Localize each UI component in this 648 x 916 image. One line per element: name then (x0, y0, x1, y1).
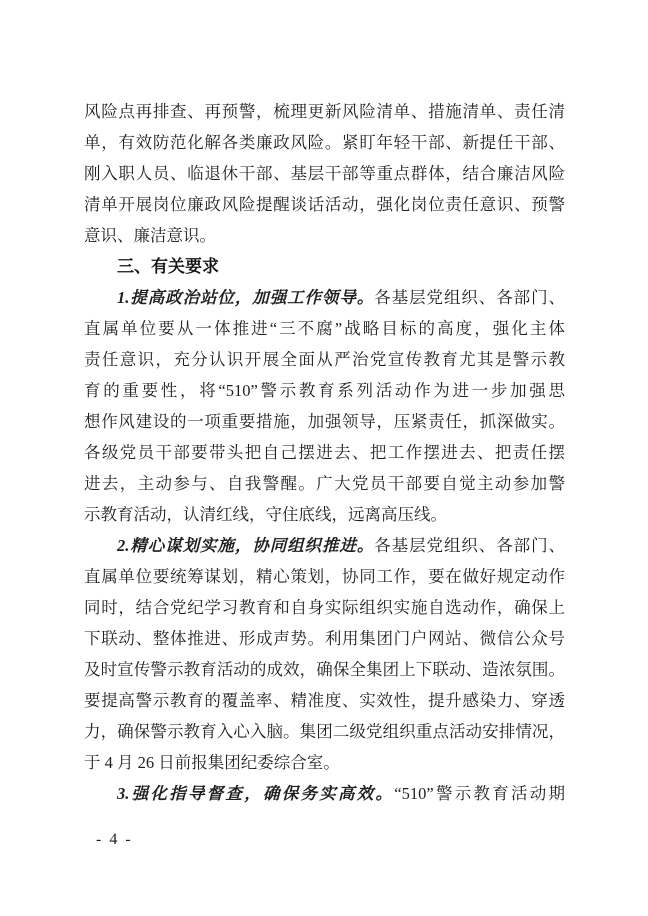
text-line (84, 220, 565, 251)
text-line (84, 592, 565, 623)
text-line (84, 716, 565, 747)
body-text: 力，确保警示教育入心入脑。集团二级党组织重点活动安排情况， (84, 722, 565, 741)
body-text: 直属单位要从一体推进“三不腐”战略目标的高度，强化主体 (84, 319, 565, 338)
text-line (84, 189, 565, 220)
body-text: 进去，主动参与、自我警醒。广大党员干部要自觉主动参加警 (84, 474, 565, 493)
body-text: 刚入职人员、临退休干部、基层干部等重点群体，结合廉洁风险 (84, 164, 565, 183)
body-text: 直属单位要统筹谋划，精心策划，协同工作，要在做好规定动作 (84, 567, 565, 586)
text-line (84, 561, 565, 592)
text-line (84, 375, 565, 406)
paragraph-item-3 (84, 778, 565, 809)
text-line (84, 282, 565, 313)
paragraph-item-2 (84, 530, 565, 778)
page-number: - 4 - (96, 831, 133, 848)
emphasis-text: 3.强化指导督查，确保务实高效。 (117, 784, 395, 803)
emphasis-text: 2.精心谋划实施，协同组织推进。 (117, 536, 375, 555)
text-line (84, 468, 565, 499)
text-line (84, 747, 565, 778)
body-text: “510”警示教育活动期 (394, 784, 565, 803)
text-line (84, 344, 565, 375)
text-line (84, 437, 565, 468)
body-text: 风险点再排查、再预警，梳理更新风险清单、措施清单、责任清 (84, 102, 565, 121)
body-text: 单，有效防范化解各类廉政风险。紧盯年轻干部、新提任干部、 (84, 133, 565, 152)
document-body (84, 96, 565, 809)
text-line (84, 313, 565, 344)
body-text: 清单开展岗位廉政风险提醒谈话活动，强化岗位责任意识、预警 (84, 195, 565, 214)
body-text: 于 4 月 26 日前报集团纪委综合室。 (84, 753, 340, 772)
body-text: 及时宣传警示教育活动的成效，确保全集团上下联动、造浓氛围。 (84, 660, 565, 679)
body-text: 同时，结合党纪学习教育和自身实际组织实施自选动作，确保上 (84, 598, 565, 617)
body-text: 责任意识，充分认识开展全面从严治党宣传教育尤其是警示教 (84, 350, 565, 369)
body-text: 下联动、整体推进、形成声势。利用集团门户网站、微信公众号 (84, 629, 565, 648)
emphasis-text: 1.提高政治站位，加强工作领导。 (117, 288, 375, 307)
paragraph-item-1 (84, 282, 565, 530)
text-line (84, 406, 565, 437)
text-line (84, 499, 565, 530)
text-line (84, 623, 565, 654)
body-text: 想作风建设的一项重要措施，加强领导，压紧责任，抓深做实。 (84, 412, 565, 431)
body-text: 育的重要性，将“510”警示教育系列活动作为进一步加强思 (84, 381, 565, 400)
body-text: 各基层党组织、各部门、 (374, 288, 566, 307)
paragraph-continuation (84, 96, 565, 251)
text-line (84, 251, 565, 282)
text-line (84, 96, 565, 127)
heading-text: 三、有关要求 (117, 257, 219, 276)
body-text: 各基层党组织、各部门、 (374, 536, 566, 555)
section-heading (84, 251, 565, 282)
text-line (84, 530, 565, 561)
text-line (84, 685, 565, 716)
text-line (84, 778, 565, 809)
body-text: 各级党员干部要带头把自己摆进去、把工作摆进去、把责任摆 (84, 443, 565, 462)
body-text: 示教育活动，认清红线，守住底线，远离高压线。 (84, 505, 447, 524)
text-line (84, 127, 565, 158)
text-line (84, 158, 565, 189)
body-text: 意识、廉洁意识。 (84, 226, 216, 245)
body-text: 要提高警示教育的覆盖率、精准度、实效性，提升感染力、穿透 (84, 691, 565, 710)
text-line (84, 654, 565, 685)
